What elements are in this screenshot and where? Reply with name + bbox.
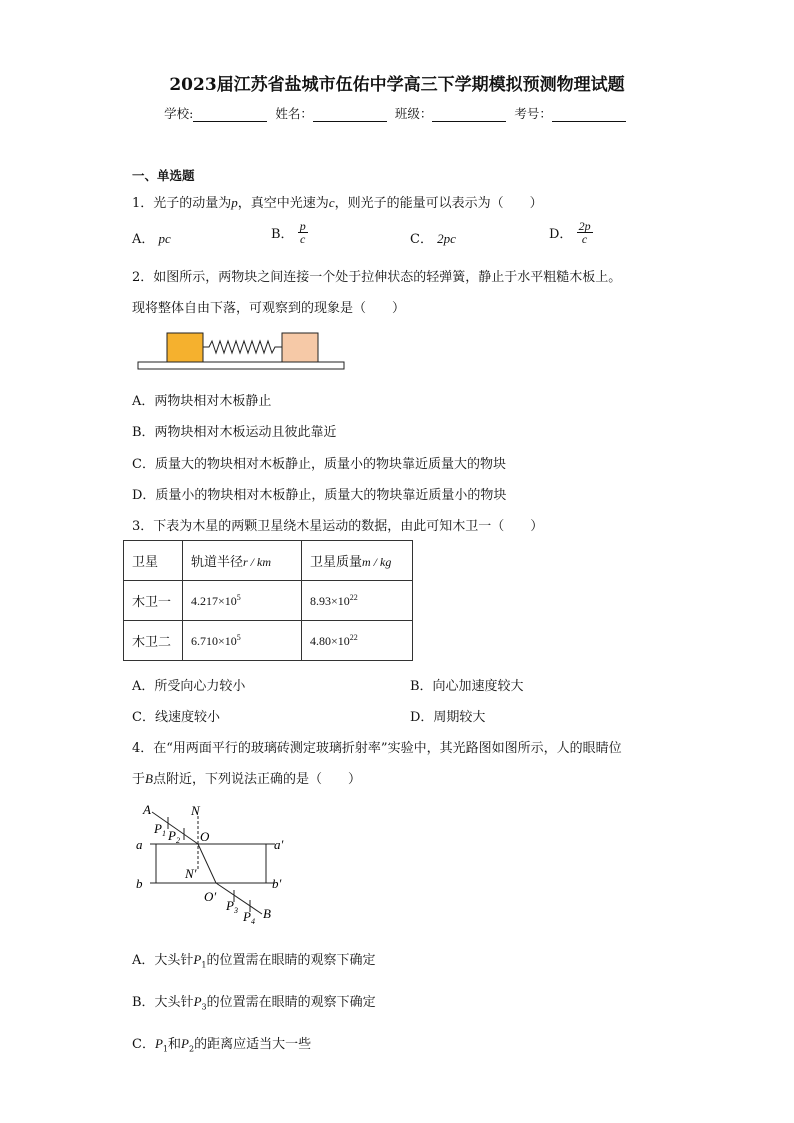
- left-block: [167, 333, 203, 362]
- q1-text-b: ，真空中光速为: [237, 196, 329, 211]
- mantissa: 4.80×10: [310, 633, 350, 648]
- q1-text-c: ，则光子的能量可以表示为（ ）: [334, 196, 543, 211]
- q3-option-b: B．向心加速度较大: [410, 679, 524, 694]
- label-a-upper: A: [143, 802, 151, 817]
- label-n-prime: N′: [185, 866, 197, 881]
- header-text: 轨道半径: [191, 555, 244, 570]
- q4-text-b: 点附近，下列说法正确的是（ ）: [152, 772, 361, 787]
- refracted-ray: [198, 844, 216, 883]
- question-1-stem: [132, 192, 543, 211]
- label-p4: $P_4$: [243, 909, 255, 926]
- option-label: B．: [271, 227, 294, 242]
- label-b-prime: b′: [272, 876, 282, 891]
- page-title: 2023届江苏省盐城市伍佑中学高三下学期模拟预测物理试题: [169, 75, 625, 95]
- q4-text-line1: 在“用两面平行的玻璃砖测定玻璃折射率”实验中，其光路图如图所示，人的眼睛位: [153, 741, 622, 756]
- question-2-stem-line1: [132, 266, 621, 285]
- header-text: 卫星质量: [310, 555, 363, 570]
- option-text: 的位置需在眼睛的观察下确定: [206, 995, 376, 1010]
- q3-text: 下表为木星的两颗卫星绕木星运动的数据，由此可知木卫一（ ）: [153, 519, 544, 534]
- satellite-table: [123, 540, 413, 661]
- label-o: O: [200, 829, 210, 844]
- exam-no-label: 考号：: [514, 106, 552, 121]
- option-expr: pc: [158, 231, 171, 246]
- right-block: [282, 333, 318, 362]
- label-b-upper: B: [263, 906, 271, 921]
- question-4-stem-line2: [132, 768, 361, 787]
- label-p1: $P_1$: [154, 821, 166, 838]
- header-cell: [183, 541, 302, 581]
- school-blank: [193, 109, 267, 122]
- table-row: [124, 621, 413, 661]
- q1-option-d: [549, 220, 593, 245]
- question-2-stem-line2: 现将整体自由下落，可观察到的现象是（ ）: [132, 301, 406, 316]
- table-cell: [183, 621, 302, 661]
- subscript: 3: [201, 1002, 207, 1012]
- exponent: 22: [349, 632, 358, 642]
- label-b: b: [136, 876, 143, 891]
- option-text: A．大头针: [132, 953, 194, 968]
- var-p: p: [231, 195, 238, 210]
- table-cell: 木卫二: [124, 621, 183, 661]
- class-label: 班级：: [394, 106, 433, 121]
- q2-option-d: D．质量小的物块相对木板静止，质量大的物块靠近质量小的物块: [132, 488, 507, 503]
- option-text: 的位置需在眼睛的观察下确定: [206, 953, 376, 968]
- q1-option-b: [271, 220, 308, 245]
- q1-option-a: [132, 228, 171, 247]
- question-number: 2．: [132, 270, 154, 285]
- table-cell: [183, 581, 302, 621]
- header-cell: [124, 541, 183, 581]
- var-b: B: [145, 771, 153, 786]
- q2-option-c: C．质量大的物块相对木板静止，质量小的物块靠近质量大的物块: [132, 457, 506, 472]
- option-label: D．: [549, 227, 573, 242]
- q2-option-a: A．两物块相对木板静止: [132, 394, 272, 409]
- header-unit: m / kg: [362, 555, 392, 569]
- var-p: P: [193, 994, 202, 1009]
- numerator: 2p: [578, 219, 591, 233]
- sci-value: [310, 634, 358, 648]
- exponent: 5: [236, 632, 241, 642]
- exponent: 5: [236, 592, 241, 602]
- mantissa: 6.710×10: [191, 633, 237, 648]
- spring-blocks-figure: [135, 330, 350, 374]
- table-cell: [302, 621, 413, 661]
- option-expr: 2pc: [437, 231, 456, 246]
- sci-value: [191, 594, 241, 608]
- question-4-stem-line1: [132, 737, 622, 756]
- label-n: N: [191, 803, 200, 818]
- subscript: 1: [162, 1044, 168, 1054]
- question-number: 3．: [132, 519, 154, 534]
- q4-option-b: [132, 991, 376, 1012]
- subscript: 2: [188, 1044, 195, 1054]
- sci-value: [191, 634, 241, 648]
- question-number: 4．: [132, 741, 154, 756]
- section-title: 一、单选题: [132, 168, 195, 183]
- header-text: 卫星: [132, 555, 159, 570]
- q4-option-a: [132, 949, 375, 970]
- option-label: A．: [132, 232, 155, 247]
- option-text: 的距离应适当大一些: [194, 1037, 312, 1052]
- var-p: P: [181, 1036, 189, 1051]
- spring: [203, 341, 282, 353]
- q1-text-a: 光子的动量为: [153, 196, 232, 211]
- mantissa: 8.93×10: [310, 593, 350, 608]
- label-o-prime: O′: [204, 889, 217, 904]
- table-header-row: [124, 541, 413, 581]
- q3-option-a: A．所受向心力较小: [132, 679, 246, 694]
- q2-option-b: B．两物块相对木板运动且彼此靠近: [132, 425, 337, 440]
- label-p2: $P_2$: [168, 828, 180, 845]
- denominator: c: [300, 232, 306, 246]
- var-c: c: [328, 195, 335, 210]
- q4-text-a: 于: [132, 772, 146, 787]
- refraction-diagram: [130, 800, 300, 930]
- sci-value: [310, 594, 358, 608]
- table-cell: [302, 581, 413, 621]
- exam-no-blank: [552, 109, 626, 122]
- name-blank: [313, 109, 387, 122]
- numerator: p: [299, 219, 306, 233]
- header-unit: r / km: [243, 555, 272, 569]
- var-p: P: [154, 1036, 163, 1051]
- name-label: 姓名：: [275, 106, 313, 121]
- mantissa: 4.217×10: [191, 593, 237, 608]
- exponent: 22: [349, 592, 358, 602]
- school-label: 学校:: [164, 106, 194, 121]
- table-cell: 木卫一: [124, 581, 183, 621]
- label-p3: $P_3$: [226, 898, 238, 915]
- fraction: [298, 220, 308, 245]
- q1-option-c: [410, 228, 456, 247]
- header-cell: [302, 541, 413, 581]
- class-blank: [432, 109, 506, 122]
- option-text: 和: [168, 1037, 182, 1052]
- label-a: a: [136, 837, 143, 852]
- q4-option-c: [132, 1033, 311, 1054]
- emergent-ray: [216, 883, 262, 914]
- q3-option-d: D．周期较大: [410, 710, 486, 725]
- student-info-line: [0, 104, 794, 122]
- question-number: 1．: [132, 196, 154, 211]
- option-text: C．: [132, 1037, 155, 1052]
- subscript: 1: [201, 960, 207, 970]
- board: [138, 362, 344, 369]
- option-label: C．: [410, 232, 433, 247]
- option-text: B．大头针: [132, 995, 194, 1010]
- q3-option-c: C．线速度较小: [132, 710, 220, 725]
- denominator: c: [581, 232, 588, 246]
- var-p: P: [193, 952, 202, 967]
- q2-text-line1: 如图所示，两物块之间连接一个处于拉伸状态的轻弹簧，静止于水平粗糙木板上。: [153, 270, 622, 285]
- label-a-prime: a′: [274, 837, 284, 852]
- table-row: [124, 581, 413, 621]
- fraction: [577, 220, 593, 245]
- question-3-stem: [132, 515, 543, 534]
